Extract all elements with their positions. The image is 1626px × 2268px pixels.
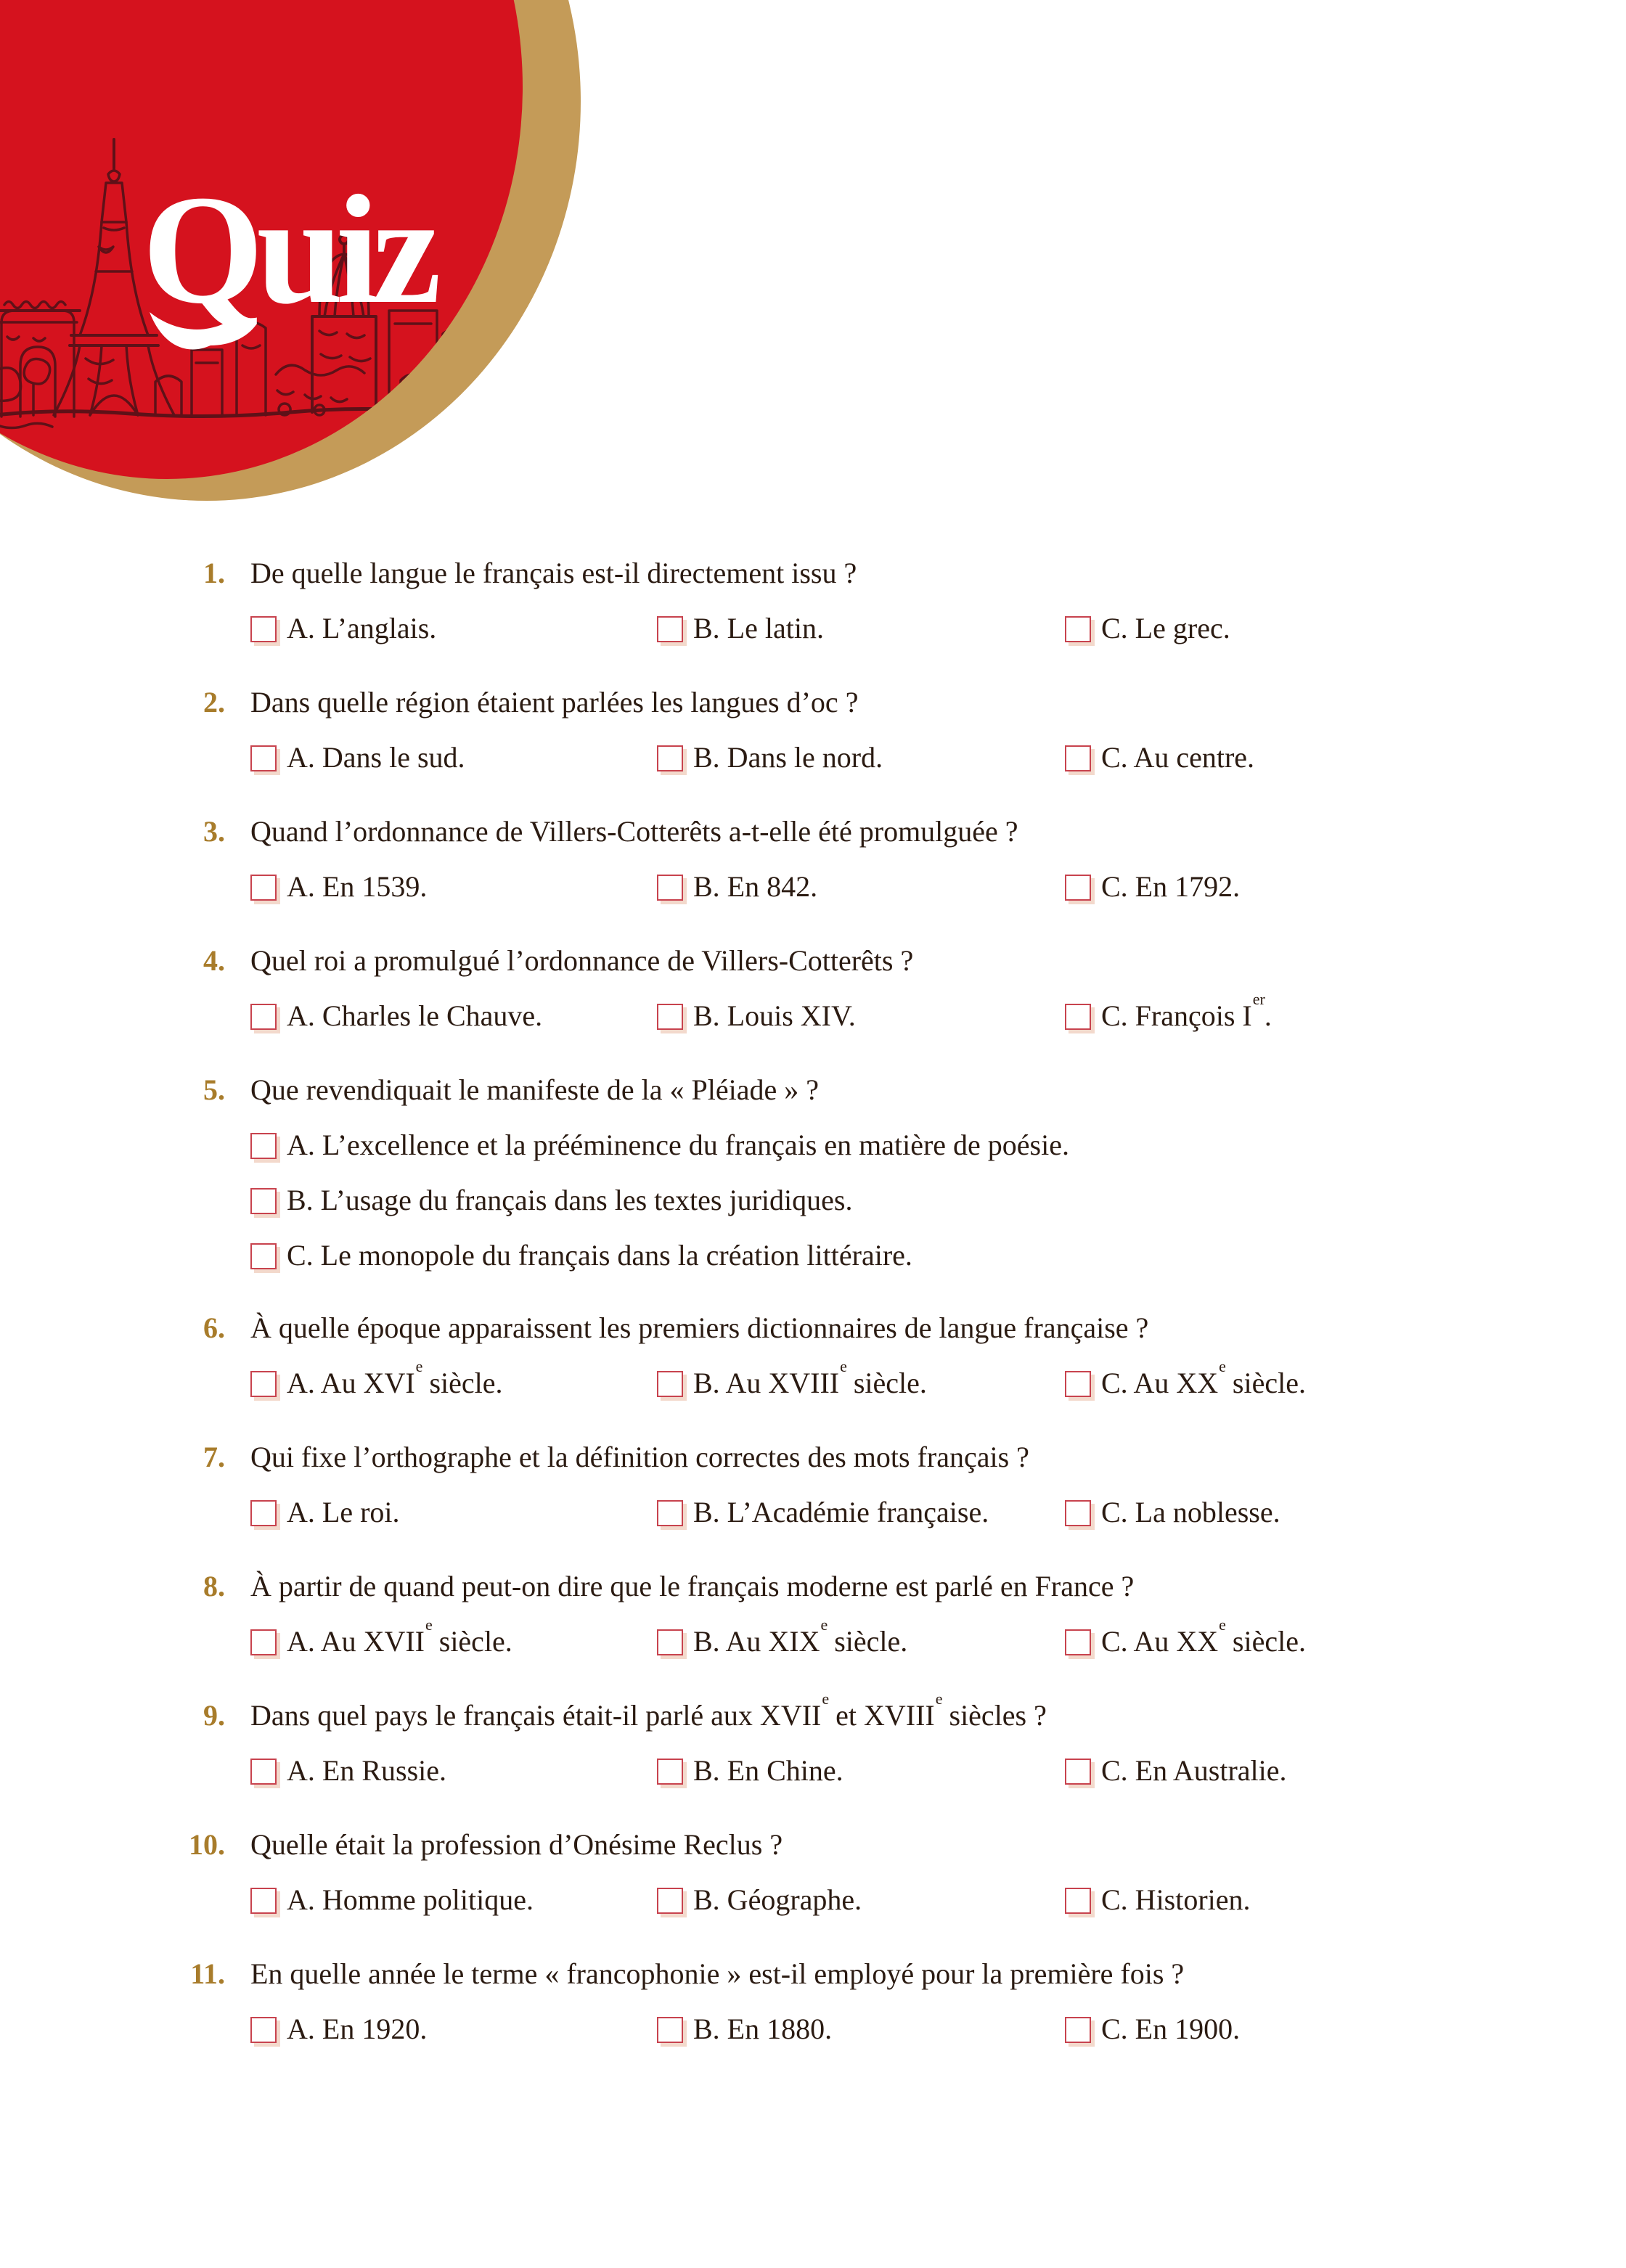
question-line [0,945,1626,977]
option-label: A. Homme politique. [287,1883,534,1916]
option-label: C. François Ier. [1101,989,1272,1032]
options-row [250,1755,1626,1788]
checkbox[interactable] [250,1243,277,1269]
ordinal-superscript: e [935,1689,943,1708]
option-label: C. La noblesse. [1101,1496,1280,1528]
question-number: 9. [203,1699,225,1732]
option-label: C. Le monopole du français dans la création littéraire. [287,1239,912,1272]
option-label: A. L’anglais. [287,612,437,644]
option-A[interactable] [250,1129,1626,1161]
question-line [0,1958,1626,1990]
option-label: B. Géographe. [693,1883,862,1916]
question-number: 11. [190,1957,225,1990]
checkbox[interactable] [657,745,683,771]
option-A[interactable] [250,1884,534,1916]
option-A[interactable] [250,1755,446,1787]
ordinal-superscript: e [1219,1356,1226,1375]
question-list [0,557,1626,2087]
option-label: B. Louis XIV. [693,999,856,1032]
option-label: C. Le grec. [1101,612,1230,644]
option-B[interactable] [657,1356,927,1399]
question-line [0,1829,1626,1861]
options-row [250,1497,1626,1530]
option-B[interactable] [657,1615,908,1658]
option-label: C. Historien. [1101,1883,1251,1916]
checkbox[interactable] [657,1759,683,1785]
option-C[interactable] [1065,613,1230,644]
option-C[interactable] [1065,1356,1306,1399]
options-row [250,989,1626,1033]
question-block-2 [0,687,1626,775]
checkbox[interactable] [250,875,277,901]
option-B[interactable] [657,742,883,774]
option-label: B. L’Académie française. [693,1496,989,1528]
question-block-5 [0,1074,1626,1272]
option-label: A. Dans le sud. [287,741,465,774]
question-text: Quand l’ordonnance de Villers-Cotterêts a-t-elle été promulguée ? [250,815,1018,848]
option-label: C. Au XXe siècle. [1101,1356,1306,1399]
question-line [0,1074,1626,1106]
checkbox[interactable] [250,1188,277,1214]
question-number: 6. [203,1311,225,1344]
checkbox[interactable] [1065,875,1091,901]
option-A[interactable] [250,742,465,774]
ordinal-superscript: er [1252,989,1265,1008]
question-number: 1. [203,557,225,589]
question-block-1 [0,557,1626,646]
option-label: C. Au centre. [1101,741,1255,774]
option-C[interactable] [1065,1615,1306,1658]
option-label: A. Au XVIe siècle. [287,1356,503,1399]
question-number: 7. [203,1441,225,1473]
options-row [250,2013,1626,2047]
option-C[interactable] [1065,742,1254,774]
options-row [250,1615,1626,1659]
checkbox[interactable] [250,1371,277,1397]
option-A[interactable] [250,2013,427,2045]
option-C[interactable] [1065,1884,1251,1916]
options-row [250,1356,1626,1401]
option-A[interactable] [250,1000,542,1032]
question-block-10 [0,1829,1626,1917]
checkbox[interactable] [1065,1759,1091,1785]
options-stack [250,1129,1626,1272]
page-title: Quiz [142,163,434,336]
ordinal-superscript: e [1219,1615,1226,1634]
option-label: C. En 1900. [1101,2013,1241,2045]
checkbox[interactable] [1065,745,1091,771]
option-label: B. Le latin. [693,612,824,644]
ordinal-superscript: e [840,1356,847,1375]
options-row [250,1884,1626,1917]
question-block-11 [0,1958,1626,2047]
option-label: A. En 1539. [287,870,428,903]
option-label: B. Au XVIIIe siècle. [693,1356,927,1399]
question-text: À quelle époque apparaissent les premiers dictionnaires de langue française ? [250,1311,1149,1344]
question-line [0,1312,1626,1344]
checkbox[interactable] [657,1629,683,1655]
option-label: A. Le roi. [287,1496,400,1528]
question-block-9 [0,1689,1626,1788]
question-text: À partir de quand peut-on dire que le français moderne est parlé en France ? [250,1570,1135,1602]
option-C[interactable] [1065,989,1272,1032]
question-number: 5. [203,1073,225,1106]
question-line [0,1571,1626,1602]
option-label: B. En 842. [693,870,818,903]
option-C[interactable] [1065,1497,1280,1528]
question-text: Que revendiquait le manifeste de la « Pléiade » ? [250,1073,820,1106]
option-label: A. En 1920. [287,2013,428,2045]
option-label: C. Au XXe siècle. [1101,1615,1306,1658]
question-text: En quelle année le terme « francophonie » est-il employé pour la première fois ? [250,1957,1185,1990]
question-text: De quelle langue le français est-il directement issu ? [250,557,857,589]
checkbox[interactable] [250,1888,277,1914]
question-line [0,816,1626,848]
question-number: 10. [189,1828,225,1861]
checkbox[interactable] [657,1371,683,1397]
option-B[interactable] [657,1000,856,1032]
option-B[interactable] [657,613,824,644]
question-text: Dans quel pays le français était-il parlé aux XVIIe et XVIIIe siècles ? [250,1689,1047,1732]
ordinal-superscript: e [820,1615,828,1634]
option-label: B. L’usage du français dans les textes juridiques. [287,1184,853,1216]
question-block-3 [0,816,1626,904]
option-label: B. En Chine. [693,1754,843,1787]
question-line [0,557,1626,589]
option-C[interactable] [250,1240,1626,1272]
checkbox[interactable] [657,1500,683,1526]
options-row [250,613,1626,646]
question-text: Quel roi a promulgué l’ordonnance de Villers-Cotterêts ? [250,944,914,977]
question-line [0,1689,1626,1732]
question-number: 3. [203,815,225,848]
question-number: 8. [203,1570,225,1602]
ordinal-superscript: e [425,1615,433,1634]
option-C[interactable] [1065,871,1240,903]
checkbox[interactable] [250,745,277,771]
question-number: 2. [203,686,225,719]
checkbox[interactable] [250,2017,277,2043]
question-block-8 [0,1571,1626,1659]
option-A[interactable] [250,1615,512,1658]
checkbox[interactable] [1065,1629,1091,1655]
checkbox[interactable] [1065,1371,1091,1397]
option-B[interactable] [250,1184,1626,1216]
option-label: B. En 1880. [693,2013,833,2045]
checkbox[interactable] [657,875,683,901]
option-label: A. Au XVIIe siècle. [287,1615,512,1658]
option-label: A. L’excellence et la prééminence du français en matière de poésie. [287,1129,1069,1161]
question-text: Dans quelle région étaient parlées les langues d’oc ? [250,686,859,719]
option-C[interactable] [1065,1755,1287,1787]
checkbox[interactable] [250,1629,277,1655]
question-block-6 [0,1312,1626,1401]
options-row [250,871,1626,904]
option-B[interactable] [657,871,817,903]
option-A[interactable] [250,1356,503,1399]
checkbox[interactable] [657,1888,683,1914]
options-row [250,742,1626,775]
option-label: C. En 1792. [1101,870,1241,903]
ordinal-superscript: e [822,1689,830,1708]
checkbox[interactable] [1065,1004,1091,1030]
question-block-7 [0,1441,1626,1530]
option-label: C. En Australie. [1101,1754,1287,1787]
checkbox[interactable] [1065,1888,1091,1914]
option-A[interactable] [250,613,436,644]
option-label: A. Charles le Chauve. [287,999,543,1032]
checkbox[interactable] [657,616,683,642]
checkbox[interactable] [1065,1500,1091,1526]
checkbox[interactable] [250,1500,277,1526]
checkbox[interactable] [250,1004,277,1030]
option-B[interactable] [657,1497,989,1528]
checkbox[interactable] [1065,2017,1091,2043]
question-line [0,1441,1626,1473]
question-line [0,687,1626,719]
option-label: B. Dans le nord. [693,741,883,774]
option-label: B. Au XIXe siècle. [693,1615,908,1658]
checkbox[interactable] [250,616,277,642]
option-label: A. En Russie. [287,1754,446,1787]
question-text: Qui fixe l’orthographe et la définition correctes des mots français ? [250,1441,1029,1473]
option-B[interactable] [657,2013,832,2045]
checkbox[interactable] [1065,616,1091,642]
option-A[interactable] [250,871,427,903]
checkbox[interactable] [657,2017,683,2043]
option-C[interactable] [1065,2013,1240,2045]
checkbox[interactable] [657,1004,683,1030]
ordinal-superscript: e [415,1356,423,1375]
checkbox[interactable] [250,1759,277,1785]
option-A[interactable] [250,1497,400,1528]
checkbox[interactable] [250,1133,277,1159]
question-number: 4. [203,944,225,977]
question-text: Quelle était la profession d’Onésime Reclus ? [250,1828,783,1861]
option-B[interactable] [657,1884,862,1916]
question-block-4 [0,945,1626,1033]
option-B[interactable] [657,1755,843,1787]
